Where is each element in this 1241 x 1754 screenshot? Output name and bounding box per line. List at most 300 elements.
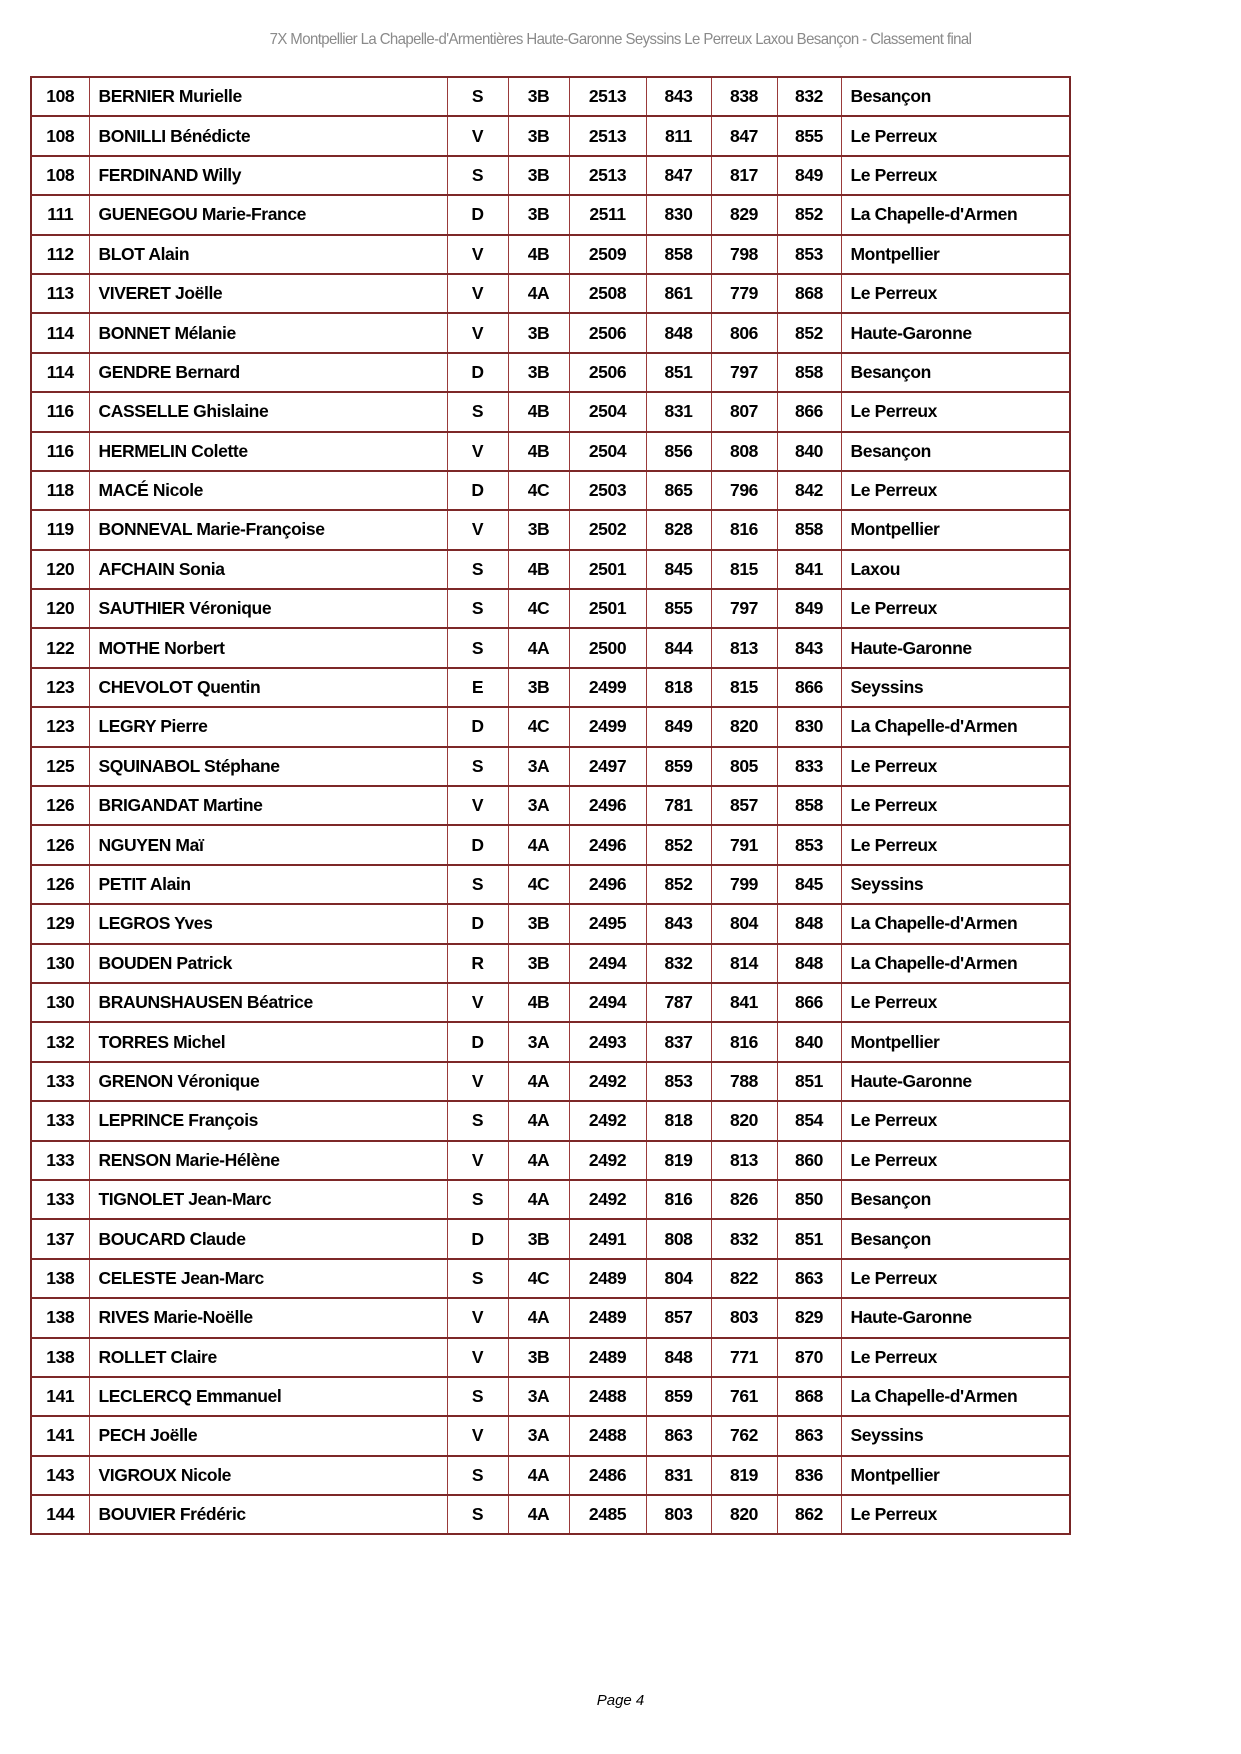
cell-name: BLOT Alain [89,235,447,274]
cell-series: 4A [508,1298,569,1337]
cell-name: CELESTE Jean-Marc [89,1259,447,1298]
table-row [31,1101,1070,1140]
cell-total: 2513 [569,77,646,116]
cell-club: Le Perreux [841,471,1070,510]
table-row [31,116,1070,155]
cell-club: Le Perreux [841,589,1070,628]
cell-rank: 112 [31,235,89,274]
cell-category: D [447,707,508,746]
cell-series: 4A [508,1062,569,1101]
cell-score2: 826 [711,1180,777,1219]
cell-score3: 851 [777,1062,841,1101]
cell-category: V [447,432,508,471]
table-row [31,904,1070,943]
cell-club: Besançon [841,353,1070,392]
cell-rank: 122 [31,628,89,667]
cell-total: 2492 [569,1062,646,1101]
cell-score1: 857 [646,1298,711,1337]
cell-total: 2494 [569,944,646,983]
table-row [31,825,1070,864]
cell-total: 2492 [569,1180,646,1219]
cell-score1: 853 [646,1062,711,1101]
cell-score1: 804 [646,1259,711,1298]
table-row [31,471,1070,510]
cell-score2: 805 [711,747,777,786]
cell-name: BONNEVAL Marie-Françoise [89,510,447,549]
cell-series: 4B [508,392,569,431]
cell-score2: 808 [711,432,777,471]
cell-club: Le Perreux [841,116,1070,155]
cell-score3: 841 [777,550,841,589]
cell-series: 3B [508,353,569,392]
cell-club: Le Perreux [841,1338,1070,1377]
cell-name: TORRES Michel [89,1022,447,1061]
cell-total: 2486 [569,1456,646,1495]
cell-score2: 762 [711,1416,777,1455]
cell-total: 2489 [569,1338,646,1377]
cell-series: 3B [508,944,569,983]
cell-series: 3A [508,1022,569,1061]
cell-score2: 841 [711,983,777,1022]
cell-total: 2501 [569,550,646,589]
cell-series: 3A [508,1377,569,1416]
cell-series: 4B [508,983,569,1022]
cell-total: 2511 [569,195,646,234]
cell-name: BRIGANDAT Martine [89,786,447,825]
cell-series: 4A [508,1456,569,1495]
cell-score1: 859 [646,747,711,786]
cell-score1: 831 [646,1456,711,1495]
cell-category: S [447,1101,508,1140]
cell-score1: 852 [646,865,711,904]
cell-total: 2501 [569,589,646,628]
cell-club: La Chapelle-d'Armen [841,707,1070,746]
cell-score3: 853 [777,825,841,864]
cell-category: S [447,156,508,195]
cell-total: 2494 [569,983,646,1022]
cell-club: Montpellier [841,510,1070,549]
cell-club: Le Perreux [841,786,1070,825]
cell-rank: 133 [31,1141,89,1180]
cell-total: 2489 [569,1298,646,1337]
cell-score2: 796 [711,471,777,510]
cell-score2: 820 [711,1101,777,1140]
cell-name: PETIT Alain [89,865,447,904]
cell-name: BOUCARD Claude [89,1219,447,1258]
cell-category: V [447,1062,508,1101]
cell-rank: 133 [31,1062,89,1101]
table-row [31,865,1070,904]
cell-score2: 838 [711,77,777,116]
cell-category: D [447,904,508,943]
cell-series: 4A [508,1495,569,1534]
cell-category: V [447,235,508,274]
cell-club: Haute-Garonne [841,628,1070,667]
cell-score2: 797 [711,353,777,392]
cell-score2: 797 [711,589,777,628]
table-row [31,235,1070,274]
cell-score2: 813 [711,1141,777,1180]
cell-club: Besançon [841,1180,1070,1219]
cell-score3: 833 [777,747,841,786]
table-row [31,1416,1070,1455]
cell-score3: 860 [777,1141,841,1180]
table-row [31,353,1070,392]
cell-score1: 816 [646,1180,711,1219]
cell-category: V [447,1298,508,1337]
cell-score1: 851 [646,353,711,392]
cell-club: Le Perreux [841,747,1070,786]
cell-club: Seyssins [841,668,1070,707]
cell-name: ROLLET Claire [89,1338,447,1377]
cell-club: Haute-Garonne [841,1298,1070,1337]
cell-total: 2504 [569,432,646,471]
cell-score1: 832 [646,944,711,983]
cell-series: 4B [508,235,569,274]
cell-score2: 819 [711,1456,777,1495]
cell-score1: 808 [646,1219,711,1258]
cell-category: R [447,944,508,983]
table-row [31,747,1070,786]
cell-series: 3A [508,786,569,825]
cell-score3: 863 [777,1259,841,1298]
cell-name: FERDINAND Willy [89,156,447,195]
cell-score2: 847 [711,116,777,155]
cell-total: 2499 [569,707,646,746]
cell-rank: 118 [31,471,89,510]
cell-rank: 130 [31,983,89,1022]
cell-score3: 848 [777,944,841,983]
cell-total: 2496 [569,825,646,864]
cell-score1: 859 [646,1377,711,1416]
cell-club: Le Perreux [841,1495,1070,1534]
cell-score3: 851 [777,1219,841,1258]
cell-score3: 866 [777,668,841,707]
cell-score3: 870 [777,1338,841,1377]
cell-club: Le Perreux [841,1259,1070,1298]
table-row [31,550,1070,589]
cell-rank: 129 [31,904,89,943]
cell-series: 3B [508,668,569,707]
cell-rank: 123 [31,668,89,707]
cell-category: V [447,116,508,155]
table-row [31,786,1070,825]
document-title: 7X Montpellier La Chapelle-d'Armentières Haute-Garonne Seyssins Le Perreux Laxou Besançon - Classement final [269,30,972,49]
cell-score3: 832 [777,77,841,116]
cell-score2: 815 [711,668,777,707]
cell-score1: 837 [646,1022,711,1061]
cell-score1: 845 [646,550,711,589]
cell-series: 4A [508,628,569,667]
cell-score2: 791 [711,825,777,864]
cell-total: 2489 [569,1259,646,1298]
cell-club: La Chapelle-d'Armen [841,1377,1070,1416]
cell-score1: 858 [646,235,711,274]
table-row [31,432,1070,471]
cell-rank: 120 [31,550,89,589]
cell-score1: 856 [646,432,711,471]
cell-total: 2495 [569,904,646,943]
cell-total: 2496 [569,865,646,904]
cell-score3: 853 [777,235,841,274]
table-row [31,274,1070,313]
cell-name: TIGNOLET Jean-Marc [89,1180,447,1219]
cell-rank: 144 [31,1495,89,1534]
cell-series: 3B [508,116,569,155]
cell-category: S [447,1180,508,1219]
cell-score3: 850 [777,1180,841,1219]
cell-total: 2513 [569,156,646,195]
cell-name: SAUTHIER Véronique [89,589,447,628]
cell-total: 2493 [569,1022,646,1061]
cell-rank: 126 [31,825,89,864]
cell-name: BONNET Mélanie [89,313,447,352]
cell-category: S [447,589,508,628]
cell-name: GUENEGOU Marie-France [89,195,447,234]
cell-score1: 781 [646,786,711,825]
cell-total: 2485 [569,1495,646,1534]
cell-score1: 848 [646,1338,711,1377]
cell-rank: 116 [31,432,89,471]
cell-category: S [447,747,508,786]
cell-rank: 141 [31,1416,89,1455]
cell-series: 3A [508,747,569,786]
cell-series: 3B [508,1219,569,1258]
cell-score3: 843 [777,628,841,667]
cell-club: La Chapelle-d'Armen [841,195,1070,234]
table-row [31,944,1070,983]
cell-score3: 858 [777,353,841,392]
table-row [31,1377,1070,1416]
table-row [31,668,1070,707]
cell-series: 3B [508,510,569,549]
cell-score2: 814 [711,944,777,983]
cell-category: D [447,353,508,392]
cell-total: 2491 [569,1219,646,1258]
cell-score2: 815 [711,550,777,589]
cell-rank: 111 [31,195,89,234]
table-row [31,1298,1070,1337]
cell-club: Seyssins [841,865,1070,904]
cell-rank: 143 [31,1456,89,1495]
cell-total: 2500 [569,628,646,667]
cell-rank: 138 [31,1259,89,1298]
cell-rank: 133 [31,1180,89,1219]
cell-score2: 803 [711,1298,777,1337]
cell-series: 4A [508,1101,569,1140]
page-number: Page 4 [596,1692,645,1709]
cell-rank: 132 [31,1022,89,1061]
cell-total: 2488 [569,1377,646,1416]
table-row [31,1219,1070,1258]
cell-name: BONILLI Bénédicte [89,116,447,155]
cell-score1: 818 [646,668,711,707]
cell-score1: 819 [646,1141,711,1180]
cell-score3: 830 [777,707,841,746]
cell-rank: 116 [31,392,89,431]
cell-club: Besançon [841,77,1070,116]
cell-score3: 863 [777,1416,841,1455]
cell-club: Le Perreux [841,983,1070,1022]
cell-series: 4A [508,274,569,313]
cell-rank: 113 [31,274,89,313]
cell-name: BOUVIER Frédéric [89,1495,447,1534]
cell-total: 2503 [569,471,646,510]
cell-score2: 779 [711,274,777,313]
cell-score3: 866 [777,983,841,1022]
cell-name: GRENON Véronique [89,1062,447,1101]
cell-name: MOTHE Norbert [89,628,447,667]
cell-score3: 858 [777,786,841,825]
cell-club: Haute-Garonne [841,1062,1070,1101]
table-row [31,1495,1070,1534]
cell-name: VIGROUX Nicole [89,1456,447,1495]
cell-score2: 816 [711,510,777,549]
cell-series: 4A [508,1180,569,1219]
cell-total: 2502 [569,510,646,549]
cell-total: 2499 [569,668,646,707]
cell-name: LEPRINCE François [89,1101,447,1140]
cell-score1: 849 [646,707,711,746]
cell-category: V [447,1141,508,1180]
cell-category: V [447,274,508,313]
cell-name: AFCHAIN Sonia [89,550,447,589]
cell-score2: 820 [711,707,777,746]
cell-rank: 120 [31,589,89,628]
cell-total: 2506 [569,313,646,352]
cell-name: HERMELIN Colette [89,432,447,471]
cell-total: 2488 [569,1416,646,1455]
table-row [31,628,1070,667]
cell-series: 3A [508,1416,569,1455]
cell-category: S [447,628,508,667]
table-row [31,1259,1070,1298]
table-row [31,156,1070,195]
cell-score3: 842 [777,471,841,510]
cell-series: 4C [508,471,569,510]
cell-score3: 855 [777,116,841,155]
cell-series: 4A [508,1141,569,1180]
cell-series: 3B [508,313,569,352]
cell-total: 2508 [569,274,646,313]
cell-rank: 108 [31,116,89,155]
cell-name: GENDRE Bernard [89,353,447,392]
cell-score2: 816 [711,1022,777,1061]
cell-rank: 108 [31,77,89,116]
cell-score2: 804 [711,904,777,943]
cell-name: BOUDEN Patrick [89,944,447,983]
cell-name: CASSELLE Ghislaine [89,392,447,431]
cell-series: 3B [508,195,569,234]
cell-category: S [447,77,508,116]
table-row [31,983,1070,1022]
cell-name: NGUYEN Maï [89,825,447,864]
cell-series: 4B [508,432,569,471]
cell-category: S [447,1259,508,1298]
cell-score3: 858 [777,510,841,549]
cell-score1: 844 [646,628,711,667]
cell-total: 2497 [569,747,646,786]
cell-club: Besançon [841,1219,1070,1258]
cell-rank: 119 [31,510,89,549]
cell-rank: 133 [31,1101,89,1140]
cell-score2: 806 [711,313,777,352]
cell-name: BRAUNSHAUSEN Béatrice [89,983,447,1022]
cell-category: S [447,550,508,589]
cell-total: 2506 [569,353,646,392]
cell-rank: 138 [31,1338,89,1377]
cell-score1: 847 [646,156,711,195]
cell-score3: 849 [777,156,841,195]
cell-category: S [447,1377,508,1416]
cell-score1: 852 [646,825,711,864]
cell-score1: 863 [646,1416,711,1455]
cell-club: Le Perreux [841,156,1070,195]
cell-club: Le Perreux [841,1101,1070,1140]
cell-score3: 852 [777,195,841,234]
table-row [31,1141,1070,1180]
cell-score1: 855 [646,589,711,628]
table-row [31,313,1070,352]
cell-score3: 852 [777,313,841,352]
cell-name: LECLERCQ Emmanuel [89,1377,447,1416]
cell-score3: 836 [777,1456,841,1495]
cell-club: Le Perreux [841,392,1070,431]
cell-score3: 848 [777,904,841,943]
cell-score2: 788 [711,1062,777,1101]
cell-name: VIVERET Joëlle [89,274,447,313]
cell-score1: 831 [646,392,711,431]
cell-score2: 761 [711,1377,777,1416]
cell-rank: 114 [31,313,89,352]
cell-club: Montpellier [841,1022,1070,1061]
table-row [31,1456,1070,1495]
cell-club: La Chapelle-d'Armen [841,904,1070,943]
table-row [31,195,1070,234]
cell-score1: 843 [646,904,711,943]
cell-score1: 843 [646,77,711,116]
cell-rank: 123 [31,707,89,746]
cell-score2: 799 [711,865,777,904]
cell-category: D [447,1219,508,1258]
cell-total: 2492 [569,1141,646,1180]
cell-name: LEGRY Pierre [89,707,447,746]
cell-category: S [447,865,508,904]
cell-rank: 138 [31,1298,89,1337]
cell-name: MACÉ Nicole [89,471,447,510]
cell-club: La Chapelle-d'Armen [841,944,1070,983]
cell-rank: 126 [31,865,89,904]
cell-category: D [447,471,508,510]
cell-club: Le Perreux [841,825,1070,864]
cell-club: Montpellier [841,235,1070,274]
cell-name: PECH Joëlle [89,1416,447,1455]
cell-score2: 857 [711,786,777,825]
cell-category: S [447,1495,508,1534]
cell-score2: 832 [711,1219,777,1258]
cell-category: V [447,313,508,352]
table-row [31,589,1070,628]
cell-rank: 108 [31,156,89,195]
table-row [31,1022,1070,1061]
cell-category: V [447,510,508,549]
cell-score2: 813 [711,628,777,667]
cell-club: Haute-Garonne [841,313,1070,352]
cell-score3: 868 [777,1377,841,1416]
cell-score1: 811 [646,116,711,155]
results-table-body [31,77,1070,1534]
cell-score3: 840 [777,432,841,471]
